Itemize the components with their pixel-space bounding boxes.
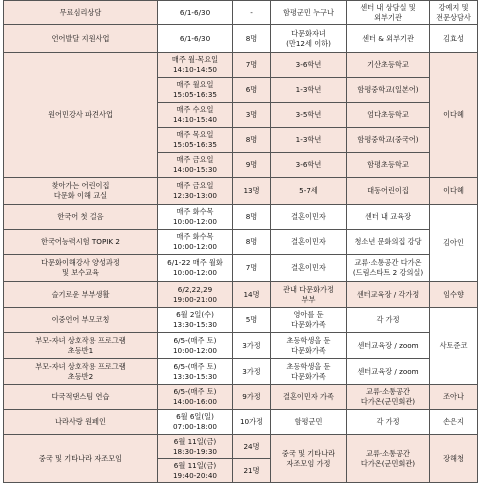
- size-cell: 3가정: [233, 333, 271, 359]
- target-cell: 초등학생을 둔 다문화가족: [271, 359, 347, 385]
- location-cell: 대동어린이집: [347, 178, 430, 205]
- table-row: [4, 230, 478, 255]
- target-cell: 3-5학년: [271, 103, 347, 128]
- date-cell: 6/2,22,29 19:00-21:00: [158, 282, 233, 308]
- date-cell: 매주 금요일 12:30-13:00: [158, 178, 233, 205]
- location-cell: 교류·소통공간 다가온 (드림스타트 2 강의실): [347, 255, 430, 282]
- manager-cell: 임수향: [430, 282, 478, 308]
- target-cell: 함평군민: [271, 410, 347, 435]
- manager-cell: 장해청: [430, 435, 478, 483]
- size-cell: 13명: [233, 178, 271, 205]
- location-cell: 기산초등학교: [347, 53, 430, 78]
- size-cell: 3가정: [233, 359, 271, 385]
- program-cell: 슬기로운 부부생활: [4, 282, 158, 308]
- program-cell: 이중언어 부모코칭: [4, 308, 158, 333]
- table-row: [4, 385, 478, 410]
- size-cell: 8명: [233, 128, 271, 153]
- table-row: [4, 53, 478, 78]
- program-cell: 중국 및 기타나라 자조모임: [4, 435, 158, 483]
- date-cell: 6/5-(매주 토) 14:00-16:00: [158, 385, 233, 410]
- size-cell: 9가정: [233, 385, 271, 410]
- size-cell: 24명: [233, 435, 271, 459]
- size-cell: 5명: [233, 308, 271, 333]
- size-cell: 9명: [233, 153, 271, 178]
- location-cell: 엄다초등학교: [347, 103, 430, 128]
- target-cell: 결혼이민자: [271, 255, 347, 282]
- location-cell: 센터교육장 / 각가정: [347, 282, 430, 308]
- date-cell: 6/1-6/30: [158, 1, 233, 25]
- manager-cell: 사토준코: [430, 308, 478, 385]
- target-cell: 다문화자녀 (만12세 이하): [271, 25, 347, 53]
- program-cell: 다문화이해강사 양성과정 및 보수교육: [4, 255, 158, 282]
- target-cell: 결혼이민자: [271, 230, 347, 255]
- size-cell: 21명: [233, 459, 271, 483]
- target-cell: 영아를 둔 다문화가족: [271, 308, 347, 333]
- table-row: [4, 178, 478, 205]
- size-cell: 8명: [233, 230, 271, 255]
- manager-cell: 손은지: [430, 410, 478, 435]
- date-cell: 6/5-(매주 토) 13:30-15:30: [158, 359, 233, 385]
- location-cell: 교류·소통공간 다가온(군민회관): [347, 385, 430, 410]
- date-cell: 매주 화수목 10:00-12:00: [158, 230, 233, 255]
- table-row: [4, 410, 478, 435]
- table-row: [4, 255, 478, 282]
- manager-cell: 이다혜: [430, 178, 478, 205]
- table-row: [4, 359, 478, 385]
- manager-cell: 이다혜: [430, 53, 478, 178]
- size-cell: 3명: [233, 103, 271, 128]
- date-cell: 6/1-6/30: [158, 25, 233, 53]
- program-cell: 부모-자녀 상호작용 프로그램 초등반2: [4, 359, 158, 385]
- target-cell: 함평군민 누구나: [271, 1, 347, 25]
- program-cell: 한국어 첫 걸음: [4, 205, 158, 230]
- size-cell: 8명: [233, 205, 271, 230]
- program-cell: 부모-자녀 상호작용 프로그램 초등반1: [4, 333, 158, 359]
- location-cell: 함평중학교(중국어): [347, 128, 430, 153]
- date-cell: 6월 11일(금) 18:30-19:30: [158, 435, 233, 459]
- target-cell: 1-3학년: [271, 128, 347, 153]
- date-cell: 6/1-22 매주 월화 10:00-12:00: [158, 255, 233, 282]
- location-cell: 센터 & 외부기관: [347, 25, 430, 53]
- table-row: [4, 1, 478, 25]
- target-cell: 중국 및 기타나라 자조모임 가정: [271, 435, 347, 483]
- manager-cell: 조아나: [430, 385, 478, 410]
- target-cell: 3-6학년: [271, 153, 347, 178]
- manager-cell: 강예지 및 전문상담사: [430, 1, 478, 25]
- table-row: [4, 25, 478, 53]
- table-row: [4, 308, 478, 333]
- date-cell: 6월 6일(일) 07:00-18:00: [158, 410, 233, 435]
- location-cell: 센터교육장 / zoom: [347, 333, 430, 359]
- date-cell: 매주 수요일 14:10-15:40: [158, 103, 233, 128]
- location-cell: 센터교육장 / zoom: [347, 359, 430, 385]
- date-cell: 6/5-(매주 토) 10:00-12:00: [158, 333, 233, 359]
- size-cell: 6명: [233, 78, 271, 103]
- program-cell: 다국적댄스팀 연습: [4, 385, 158, 410]
- date-cell: 매주 목요일 15:05-16:35: [158, 128, 233, 153]
- target-cell: 결혼이민자 가족: [271, 385, 347, 410]
- size-cell: 7명: [233, 255, 271, 282]
- location-cell: 센터 내 교육장: [347, 205, 430, 230]
- date-cell: 매주 월·목요일 14:10-14:50: [158, 53, 233, 78]
- program-cell: 무료심리상담: [4, 1, 158, 25]
- program-cell: 나라사랑 원페인: [4, 410, 158, 435]
- target-cell: 초등학생을 둔 다문화가족: [271, 333, 347, 359]
- size-cell: 14명: [233, 282, 271, 308]
- date-cell: 매주 화수목 10:00-12:00: [158, 205, 233, 230]
- size-cell: 7명: [233, 53, 271, 78]
- table-row: [4, 333, 478, 359]
- target-cell: 1-3학년: [271, 78, 347, 103]
- location-cell: 센터 내 상담실 및 외부기관: [347, 1, 430, 25]
- location-cell: 각 가정: [347, 308, 430, 333]
- table-row: [4, 205, 478, 230]
- program-cell: 한국어능력시험 TOPIK 2: [4, 230, 158, 255]
- target-cell: 결혼이민자: [271, 205, 347, 230]
- table-row: [4, 282, 478, 308]
- date-cell: 매주 월요일 15:05-16:35: [158, 78, 233, 103]
- location-cell: 교류·소통공간 다가온(군민회관): [347, 435, 430, 483]
- program-cell: 언어발달 지원사업: [4, 25, 158, 53]
- location-cell: 함평중학교(일본어): [347, 78, 430, 103]
- target-cell: 5-7세: [271, 178, 347, 205]
- date-cell: 매주 금요일 14:00-15:30: [158, 153, 233, 178]
- size-cell: 8명: [233, 25, 271, 53]
- size-cell: -: [233, 1, 271, 25]
- manager-cell: 김아인: [430, 205, 478, 282]
- location-cell: 각 가정: [347, 410, 430, 435]
- target-cell: 관내 다문화가정 부부: [271, 282, 347, 308]
- schedule-table: [3, 0, 478, 483]
- manager-cell: 김효성: [430, 25, 478, 53]
- program-cell: 찾아가는 어린이집 다문화 이해 교실: [4, 178, 158, 205]
- table-row: [4, 435, 478, 459]
- location-cell: 청소년 문화의집 강당: [347, 230, 430, 255]
- size-cell: 10가정: [233, 410, 271, 435]
- date-cell: 6월 2일(수) 13:30-15:30: [158, 308, 233, 333]
- location-cell: 함평초등학교: [347, 153, 430, 178]
- target-cell: 3-6학년: [271, 53, 347, 78]
- program-cell: 원어민강사 파견사업: [4, 53, 158, 178]
- date-cell: 6월 11일(금) 19:40-20:40: [158, 459, 233, 483]
